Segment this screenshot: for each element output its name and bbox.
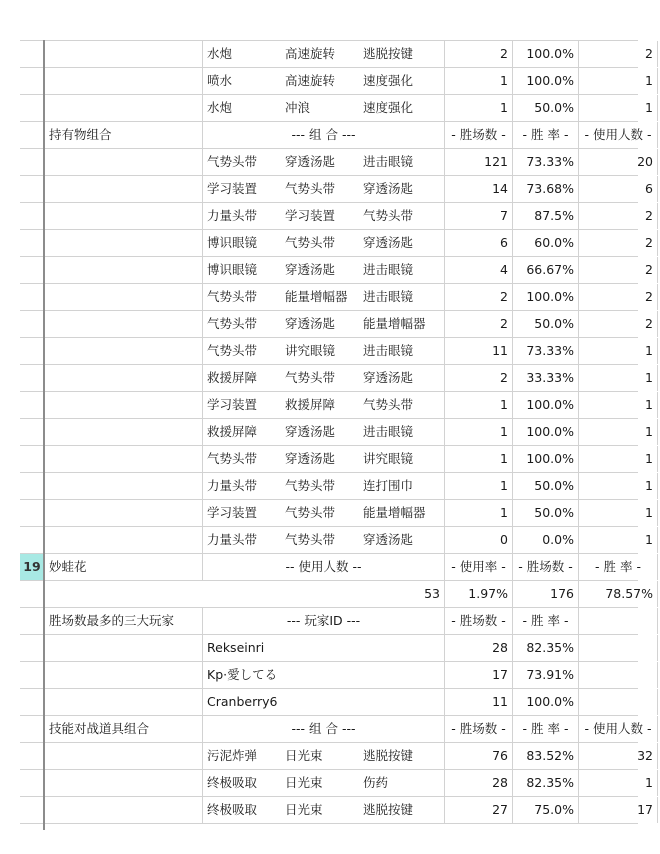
pokemon-name: 妙蛙花 [45,554,203,580]
win-rate-cell: 100.0% [513,689,579,715]
player-id: Cranberry6 [203,689,445,715]
table-row[interactable] [20,176,653,203]
table-row[interactable] [20,662,638,689]
combo-item-b: 气势头带 [285,532,336,547]
combo-item-b: 日光束 [285,775,323,790]
section-label: 技能对战道具组合 [45,716,203,742]
users-cell: 1 [579,68,658,94]
wins-cell: 17 [445,662,513,688]
table-row[interactable] [20,284,653,311]
section-label: 持有物组合 [45,122,203,148]
combo-item-c: 逃脱按键 [359,743,445,769]
users-cell: 1 [579,419,658,445]
win-rate-cell: 73.33% [513,149,579,175]
users-cell: 1 [579,770,658,796]
win-rate-header: - 胜 率 - [579,554,658,580]
table-row[interactable] [20,797,653,824]
users-cell: 2 [579,230,658,256]
win-rate-cell: 75.0% [513,797,579,823]
users-cell: 2 [579,257,658,283]
combo-item-b: 救援屏障 [285,397,336,412]
users-cell: 1 [579,365,658,391]
users-cell: 20 [579,149,658,175]
table-row[interactable] [20,149,653,176]
combo-item-c: 进击眼镜 [359,284,445,310]
held-items-header-row[interactable] [20,122,652,149]
wins-cell: 1 [445,500,513,526]
combo-item-c: 逃脱按键 [359,41,445,67]
table-row[interactable] [20,527,653,554]
combo-item-a: 气势头带 [207,343,258,358]
combo-item-b: 气势头带 [285,235,336,250]
users-cell: 1 [579,446,658,472]
win-rate-cell: 83.52% [513,743,579,769]
combo-item-b: 日光束 [285,802,323,817]
win-rate: 78.57% [579,581,658,607]
wins-cell: 11 [445,689,513,715]
combo-item-b: 日光束 [285,748,323,763]
total-wins: 176 [513,581,579,607]
combo-item-c: 连打围巾 [359,473,445,499]
win-rate-cell: 66.67% [513,257,579,283]
wins-cell: 14 [445,176,513,202]
combo-item-a: 水炮 [207,46,233,61]
table-row[interactable] [20,365,653,392]
win-rate-cell: 50.0% [513,500,579,526]
table-row[interactable] [20,419,653,446]
combo-item-b: 穿透汤匙 [285,154,336,169]
users-cell: 2 [579,41,658,67]
combo-item-a: 力量头带 [207,532,258,547]
combo-item-c: 速度强化 [359,95,445,121]
combo-item-a: 学习装置 [207,505,258,520]
users-cell: 1 [579,527,658,553]
combo-item-c: 讲究眼镜 [359,446,445,472]
wins-cell: 1 [445,392,513,418]
win-rate-cell: 82.35% [513,770,579,796]
wins-header: - 胜场数 - [445,122,513,148]
combo-item-a: 救援屏障 [207,370,258,385]
users-cell: 6 [579,176,658,202]
users-cell: 1 [579,473,658,499]
table-row[interactable] [20,40,653,68]
row-number: 19 [20,554,45,580]
combo-item-b: 气势头带 [285,478,336,493]
combo-item-b: 穿透汤匙 [285,424,336,439]
combo-item-b: 冲浪 [285,100,311,115]
wins-cell: 6 [445,230,513,256]
win-rate-cell: 73.68% [513,176,579,202]
combo-item-a: 气势头带 [207,316,258,331]
wins-cell: 2 [445,284,513,310]
combo-item-b: 高速旋转 [285,73,336,88]
users-cell: 1 [579,338,658,364]
users-header: - 使用人数 - [579,122,658,148]
wins-cell: 7 [445,203,513,229]
wins-cell: 2 [445,311,513,337]
combo-item-a: 救援屏障 [207,424,258,439]
combo-item-c: 穿透汤匙 [359,230,445,256]
combo-item-b: 穿透汤匙 [285,262,336,277]
combo-item-a: 水炮 [207,100,233,115]
wins-cell: 1 [445,95,513,121]
combo-item-c: 穿透汤匙 [359,527,445,553]
win-rate-cell: 100.0% [513,68,579,94]
top-players-header-row[interactable] [20,608,638,635]
pokemon-summary-row[interactable] [20,581,653,608]
win-rate-cell: 0.0% [513,527,579,553]
users-cell: 1 [579,392,658,418]
combo-item-a: 喷水 [207,73,233,88]
users-cell: 2 [579,284,658,310]
table-row[interactable] [20,230,653,257]
combo-item-a: 学习装置 [207,397,258,412]
section-label: 胜场数最多的三大玩家 [45,608,203,634]
combo-item-c: 能量增幅器 [359,311,445,337]
column-divider [43,40,45,830]
win-rate-cell: 100.0% [513,284,579,310]
combo-item-a: 气势头带 [207,289,258,304]
combo-item-b: 穿透汤匙 [285,316,336,331]
combo-item-b: 高速旋转 [285,46,336,61]
combo-item-a: 力量头带 [207,208,258,223]
combo-header: --- 组 合 --- [203,716,445,742]
combo-item-a: 终极吸取 [207,802,258,817]
wins-cell: 1 [445,446,513,472]
win-rate-header: - 胜 率 - [513,608,579,634]
combo-item-b: 能量增幅器 [285,289,348,304]
users-cell: 2 [579,203,658,229]
combo-item-a: 气势头带 [207,154,258,169]
win-rate-header: - 胜 率 - [513,122,579,148]
wins-cell: 4 [445,257,513,283]
combo-item-b: 气势头带 [285,181,336,196]
win-rate-cell: 60.0% [513,230,579,256]
combo-item-c: 速度强化 [359,68,445,94]
combo-item-a: 博识眼镜 [207,262,258,277]
wins-header: - 胜场数 - [445,608,513,634]
table-row[interactable] [20,257,653,284]
win-rate-cell: 82.35% [513,635,579,661]
pokemon-header-row[interactable] [20,554,641,581]
combo-item-b: 气势头带 [285,505,336,520]
wins-cell: 121 [445,149,513,175]
win-rate-cell: 100.0% [513,419,579,445]
win-rate-cell: 50.0% [513,311,579,337]
combo-item-c: 能量增幅器 [359,500,445,526]
wins-cell: 1 [445,68,513,94]
users-cell: 1 [579,95,658,121]
wins-cell: 27 [445,797,513,823]
wins-header: - 胜场数 - [445,716,513,742]
combo-header: --- 组 合 --- [203,122,445,148]
table-row[interactable] [20,635,638,662]
win-rate-cell: 100.0% [513,392,579,418]
combo-item-b: 学习装置 [285,208,336,223]
wins-cell: 0 [445,527,513,553]
wins-cell: 28 [445,770,513,796]
table-row[interactable] [20,743,653,770]
users-header: - 使用人数 - [579,716,658,742]
users-cell: 1 [579,500,658,526]
combo-item-c: 伤药 [359,770,445,796]
combo-item-a: 学习装置 [207,181,258,196]
table-row[interactable] [20,95,653,122]
table-row[interactable] [20,446,653,473]
table-row[interactable] [20,338,653,365]
table-row[interactable] [20,68,653,95]
table-row[interactable] [20,392,653,419]
combo-item-b: 穿透汤匙 [285,451,336,466]
use-rate-header: - 使用率 - [445,554,513,580]
table-row[interactable] [20,311,653,338]
users-count-header: -- 使用人数 -- [203,554,445,580]
combo-item-c: 进击眼镜 [359,338,445,364]
wins-cell: 11 [445,338,513,364]
combo-item-c: 进击眼镜 [359,149,445,175]
combo-item-a: 终极吸取 [207,775,258,790]
combo-item-a: 力量头带 [207,478,258,493]
player-id-header: --- 玩家ID --- [203,608,445,634]
use-rate: 1.97% [445,581,513,607]
table-row[interactable] [20,689,638,716]
combo-item-c: 穿透汤匙 [359,365,445,391]
combo-item-a: 污泥炸弹 [207,748,258,763]
table-row[interactable] [20,770,653,797]
wins-header: - 胜场数 - [513,554,579,580]
wins-cell: 1 [445,419,513,445]
users-cell: 17 [579,797,658,823]
users-count: 53 [45,581,445,607]
combo-item-b: 讲究眼镜 [285,343,336,358]
combo-item-c: 穿透汤匙 [359,176,445,202]
player-id: Kp·愛してる [203,662,445,688]
combo-item-c: 逃脱按键 [359,797,445,823]
win-rate-cell: 100.0% [513,446,579,472]
wins-cell: 2 [445,41,513,67]
win-rate-cell: 50.0% [513,473,579,499]
table-row[interactable] [20,473,653,500]
skill-item-header-row[interactable] [20,716,652,743]
combo-item-c: 进击眼镜 [359,257,445,283]
combo-item-a: 博识眼镜 [207,235,258,250]
combo-item-c: 气势头带 [359,203,445,229]
combo-item-b: 气势头带 [285,370,336,385]
combo-item-c: 进击眼镜 [359,419,445,445]
users-cell: 2 [579,311,658,337]
combo-item-c: 气势头带 [359,392,445,418]
player-id: Rekseinri [203,635,445,661]
wins-cell: 1 [445,473,513,499]
win-rate-cell: 73.33% [513,338,579,364]
wins-cell: 76 [445,743,513,769]
stats-spreadsheet [20,40,653,824]
win-rate-cell: 87.5% [513,203,579,229]
win-rate-cell: 33.33% [513,365,579,391]
win-rate-cell: 100.0% [513,41,579,67]
wins-cell: 28 [445,635,513,661]
win-rate-cell: 73.91% [513,662,579,688]
table-row[interactable] [20,203,653,230]
win-rate-header: - 胜 率 - [513,716,579,742]
combo-item-a: 气势头带 [207,451,258,466]
wins-cell: 2 [445,365,513,391]
users-cell: 32 [579,743,658,769]
table-row[interactable] [20,500,653,527]
win-rate-cell: 50.0% [513,95,579,121]
